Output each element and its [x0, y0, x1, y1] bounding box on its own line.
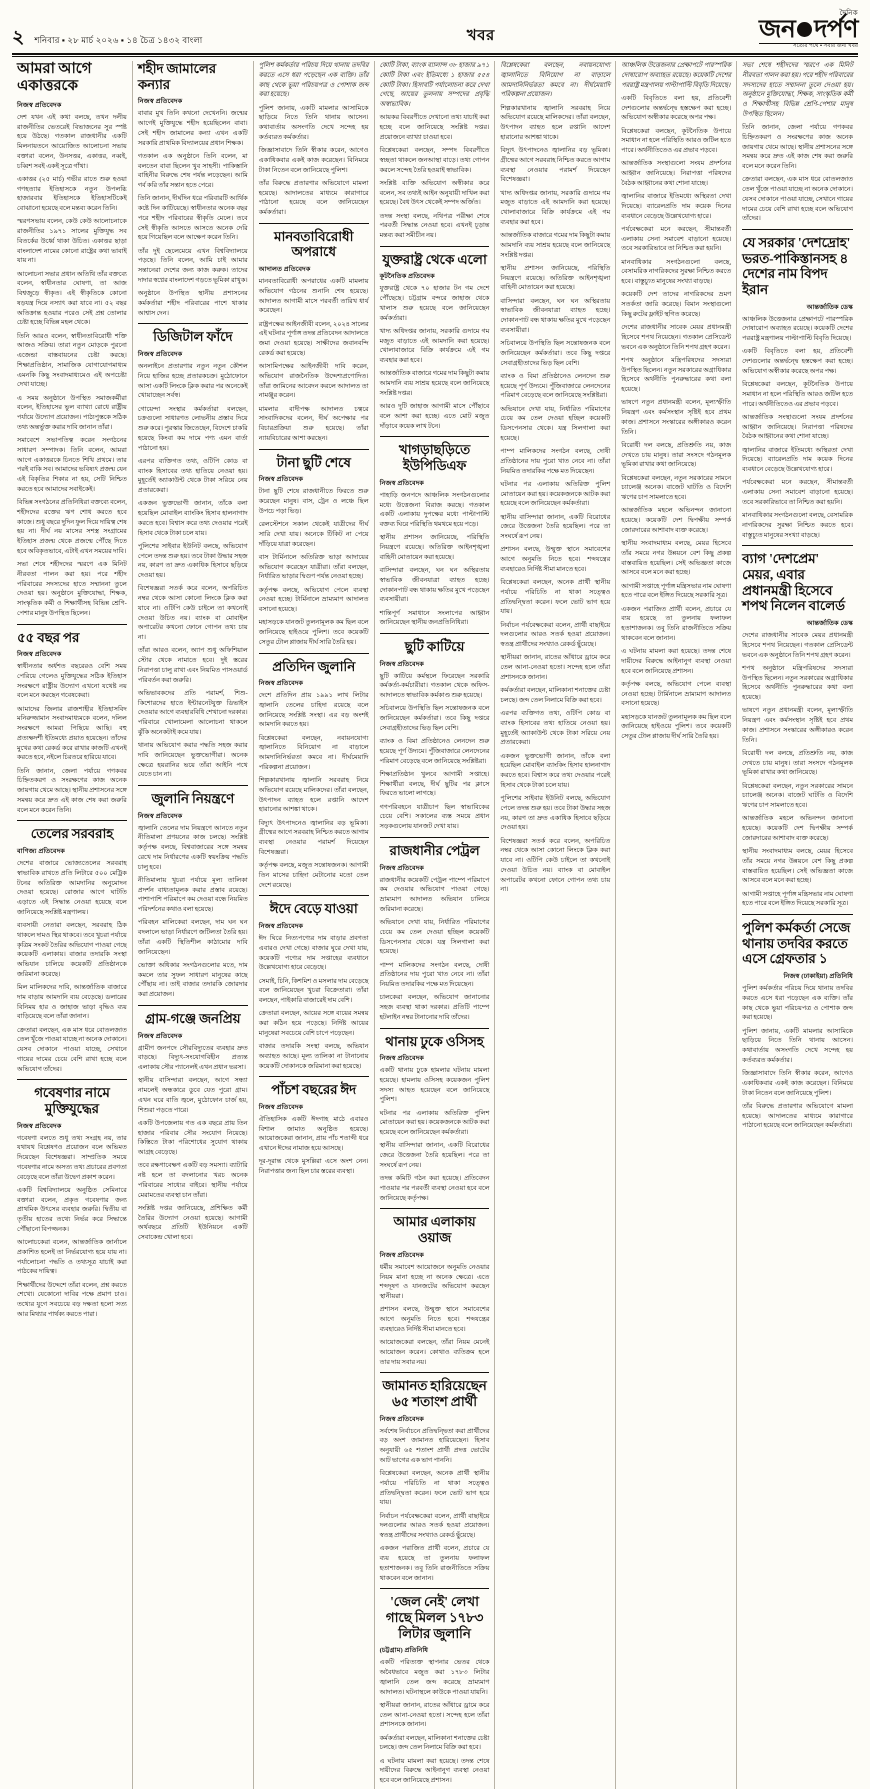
divider — [380, 1372, 490, 1373]
headline: পাঁচশ বছরের ঈদ — [271, 1082, 357, 1098]
masthead-rule — [12, 56, 858, 57]
article-55-bochor-por — [17, 630, 127, 816]
divider — [259, 1076, 369, 1077]
column-4 — [375, 61, 496, 1789]
headline: 'জেল নেই' লেখা গাছে মিলল ১৭৮৩ লিটার জুলানি — [385, 1594, 484, 1641]
paragraph: বিরোধী দল বলছে, প্রতিশ্রুতি নয়, কাজ দেখতে চায় মানুষ। তারা সংসদে গঠনমূলক ভূমিকা রাখার কথা জানিয়েছে। — [621, 441, 732, 469]
byline: নিজস্ব প্রতিবেদক — [258, 923, 304, 931]
continuation-paragraph: সভা শেষে শহীদদের স্মরণে এক মিনিট নীরবতা পালন করা হয়। পরে শহীদ পরিবারের সদস্যদের হাতে সম্মাননা তুলে দেওয়া হয়। অনুষ্ঠানে মুক্তিযোদ্ধা, শিক্ষক, সাংস্কৃতিক কর্মী ও শিক্ষার্থীসহ বিভিন্ন শ্রেণি-পেশার মানুষ উপস্থিত ছিলেন। — [742, 62, 853, 118]
article-eide-bere-jaowa — [259, 901, 369, 1071]
paragraph: আঞ্চলিক উত্তেজনার প্রেক্ষাপটে পারস্পরিক দোষারোপ অব্যাহত রয়েছে। কয়েকটি দেশের পররাষ্ট্র মন্ত্রণালয় পাল্টাপাল্টি বিবৃতি দিয়েছে। — [742, 315, 853, 343]
paragraph: একজন পরাজিত প্রার্থী বলেন, প্রচারে যে ব্যয় হয়েছে তা তুলনায় ফলাফল হতাশাজনক। তবু তিনি রাজনীতিতে সক্রিয় থাকবেন বলে জানান। — [379, 1545, 490, 1582]
logo-right-text: দর্পণ — [814, 16, 858, 43]
byline: (চট্টগ্রাম) প্রতিনিধি — [379, 1647, 429, 1655]
paragraph: আন্তর্জাতিক বাজারে গমের দাম কিছুটা কমায় আমদানি ব্যয় সাশ্রয় হয়েছে বলে জানিয়েছে সংশ্লিষ্ট দপ্তর। — [379, 370, 490, 397]
paragraph: স্থানীয় সংবাদমাধ্যম বলছে, মেয়র হিসেবে তাঁর সময়ে নগর উন্নয়নে বেশ কিছু প্রকল্প বাস্তবায়িত হয়েছিল। সেই অভিজ্ঞতা কাজে আসবে বলে মনে করা হচ্ছে। — [742, 848, 853, 885]
paragraph: কর্তৃপক্ষ বলছে, অভিযোগ পেলে ব্যবস্থা নেওয়া হচ্ছে। টার্মিনালে ভ্রাম্যমাণ আদালত বসানো হয়েছে। — [621, 680, 732, 708]
paragraph: স্থানীয় প্রশাসন জানিয়েছে, পরিস্থিতি নিয়ন্ত্রণে রয়েছে। অতিরিক্ত আইনশৃঙ্খলা বাহিনী মোতায়েন করা হয়েছে। — [379, 534, 490, 561]
paragraph: ঘটনার পর এলাকায় অতিরিক্ত পুলিশ মোতায়েন করা হয়। কয়েকজনকে আটক করা হয়েছে বলে জানিয়েছেন কর্মকর্তারা। — [500, 480, 611, 508]
byline: নিজস্ব প্রতিবেদক — [258, 680, 304, 688]
paragraph: স্থানীয় বাসিন্দারা জানান, একটি বিরোধের জেরে উত্তেজনা তৈরি হয়েছিল। পরে তা সংঘর্ষে রূপ নেয়। — [379, 1142, 490, 1169]
paragraph: স্থানীয় বাসিন্দারা বলছেন, আগে সন্ধ্যা নামলেই অন্ধকারে ডুবে যেত পুরো গ্রাম। এখন ঘরে বাতি জ্বলে, মুঠোফোন চার্জ হয়, শিশুরা পড়তে পারে। — [137, 1077, 248, 1114]
paragraph: স্থানীয়রা জানান, রাতের আঁধারে ড্রামে করে তেল আনা-নেওয়া হতো। সন্দেহ হলে তাঁরা প্রশাসনকে জানান। — [379, 1701, 490, 1729]
byline: নিজস্ব প্রতিবেদক — [379, 1055, 424, 1063]
byline: নিজস্ব প্রতিবেদক — [379, 1415, 424, 1423]
paragraph: জিজ্ঞাসাবাদে তিনি স্বীকার করেন, আগেও একাধিকবার একই কাজ করেছেন। বিনিময়ে টাকা নিতেন বলে জানিয়েছে পুলিশ। — [742, 1070, 853, 1097]
paragraph: সমাবেশে সভাপতিত্ব করেন সংগঠনের সাধারণ সম্পাদক। তিনি বলেন, আমরা আগে একাত্তরকে চিনতে শিখি প্রথমে। তার পরই বাকি সব। আমাদের ভবিষ্যৎ প্রজন্ম যেন এই বিকৃতির শিকার না হয়, সেটি নিশ্চিত করতে হবে আমাদের সবাইকেই। — [17, 437, 127, 493]
paragraph: শপথ অনুষ্ঠানে মন্ত্রিপরিষদের সদস্যরা উপস্থিত ছিলেন। নতুন সরকারের অগ্রাধিকার হিসেবে অর্থনীতি পুনরুদ্ধারের কথা বলা হয়েছে। — [621, 356, 732, 394]
byline: নিজস্ব প্রতিবেদক — [17, 651, 62, 659]
paragraph: এ সময় অনুষ্ঠানে উপস্থিত সমাজকর্মীরা বলেন, ইতিহাসের ভুল ব্যাখ্যা রোধে রাষ্ট্রীয় পর্যায়ে উদ্যোগ প্রয়োজন। পাঠ্যপুস্তকে সঠিক তথ্য অন্তর্ভুক্ত করার দাবি জানান তাঁরা। — [17, 394, 127, 431]
paragraph: গণপরিবহনে যাত্রীচাপ ছিল স্বাভাবিকের চেয়ে বেশি। সকালের ব্যস্ত সময়ে প্রধান সড়কগুলোয় যানজট দেখা যায়। — [379, 803, 490, 831]
paragraph: স্থানীয় বাসিন্দারা জানান, একটি বিরোধের জেরে উত্তেজনা তৈরি হয়েছিল। পরে তা সংঘর্ষে রূপ নেয়। — [500, 513, 611, 541]
paragraph: নির্বাচন পর্যবেক্ষকেরা বলেন, প্রার্থী বাছাইয়ে দলগুলোর আরও সতর্ক হওয়া প্রয়োজন। স্বতন্ত্র প্রার্থীদের সংখ্যাও রেকর্ড ছুঁয়েছে। — [379, 1512, 490, 1540]
paragraph: পরিবহন মালিকেরা বলছেন, দাম ঘন ঘন বদলালে ভাড়া নির্ধারণে জটিলতা তৈরি হয়। তাঁরা একটি স্থিতিশীল কাঠামোর দাবি জানিয়েছেন। — [137, 919, 248, 956]
paragraph: রাষ্ট্রপক্ষের আইনজীবী বলেন, ২০২৪ সালের এই ঘটনার পূর্ণাঙ্গ তদন্ত প্রতিবেদন আদালতে জমা দেওয়া হয়েছে। সাক্ষীদের জবানবন্দি রেকর্ড করা হয়েছে। — [258, 320, 369, 357]
article-police-kormokorta-seje — [742, 920, 853, 1131]
paragraph: অনলাইনে প্রতারণার নতুন নতুন কৌশল নিয়ে হাজির হচ্ছে প্রতারকচক্র। মুঠোফোনে আসা একটি লিংকে ক্লিক করার পর অনেকেই খোয়াচ্ছেন সর্বস্ব। — [137, 363, 248, 400]
paragraph: এ ঘটনায় মামলা করা হয়েছে। তদন্ত শেষে দায়ীদের বিরুদ্ধে আইনানুগ ব্যবস্থা নেওয়া হবে বলে জানিয়েছে প্রশাসন। — [621, 648, 732, 675]
paragraph: ভাষণে নতুন প্রধানমন্ত্রী বলেন, মূল্যস্ফীতি নিয়ন্ত্রণ এবং কর্মসংস্থান সৃষ্টিই হবে প্রথম কাজ। প্রশাসনে সংস্কারের অঙ্গীকারও করেন তিনি। — [621, 399, 732, 436]
paragraph: দেশের বাজারে ভোজ্যতেলের সরবরাহ স্বাভাবিক রাখতে প্রতি লিটারে ৫০০ মেট্রিক টনের অতিরিক্ত আমদানির অনুমোদন দেওয়া হয়েছে। রোজার আগে ঘাটতি এড়াতে এই সিদ্ধান্ত নেওয়া হয়েছে বলে জানিয়েছে সংশ্লিষ্ট মন্ত্রণালয়। — [17, 860, 127, 916]
paragraph: শিল্পকারখানায় জ্বালানি সরবরাহ নিয়ে অভিযোগ রয়েছে মালিকদের। তাঁরা বলছেন, উৎপাদন ব্যাহত হলে রপ্তানি আদেশ হারানোর আশঙ্কা থাকে। — [500, 104, 611, 141]
paragraph: তাঁর দুই ছেলেমেয়ে এখন বিশ্ববিদ্যালয়ে পড়ছে। তিনি বলেন, আমি চাই আমার সন্তানেরা দেশের জন্য কাজ করুক। তাদের দাদার স্বপ্নের বাংলাদেশ গড়তে ভূমিকা রাখুক। — [137, 247, 248, 284]
paragraph: জ্বালানি তেলের দাম নিয়ন্ত্রণে আনতে নতুন নীতিমালা প্রণয়নের কাজ চলছে। সংশ্লিষ্ট কর্তৃপক্ষ বলছে, বিশ্ববাজারের সঙ্গে সমন্বয় রেখে দাম নির্ধারণের একটি স্বয়ংক্রিয় পদ্ধতি চালু হবে। — [137, 824, 248, 871]
paragraph: এরপর ব্যক্তিগত তথ্য, ওটিপি কোড বা ব্যাংক হিসাবের তথ্য হাতিয়ে নেওয়া হয়। মুহূর্তেই অ্যাকাউন্ট থেকে টাকা সরিয়ে নেয় প্রতারকেরা। — [137, 457, 248, 495]
byline: নিজস্ব প্রতিবেদক — [17, 101, 62, 109]
paragraph: ঐতিহাসিক একটি ঈদগাহ মাঠে এবারও বিশাল জামাত অনুষ্ঠিত হয়েছে। আয়োজকেরা জানান, প্রায় পাঁচ শতাব্দী ধরে এখানে ঈদের নামাজ হয়ে আসছে। — [258, 1115, 369, 1153]
paragraph: শিল্পকারখানায় জ্বালানি সরবরাহ নিয়ে অভিযোগ রয়েছে মালিকদের। তাঁরা বলছেন, উৎপাদন ব্যাহত হলে রপ্তানি আদেশ হারানোর আশঙ্কা থাকে। — [258, 777, 369, 814]
paragraph: একটি বিবৃতিতে বলা হয়, প্রতিবেশী দেশগুলোর অন্তর্দ্বন্দ্বে হস্তক্ষেপ করা হচ্ছে। অভিযোগ অস্বীকার করেছে অপর পক্ষ। — [621, 94, 732, 122]
paragraph: নির্বাচন পর্যবেক্ষকেরা বলেন, প্রার্থী বাছাইয়ে দলগুলোর আরও সতর্ক হওয়া প্রয়োজন। স্বতন্ত্র প্রার্থীদের সংখ্যাও রেকর্ড ছুঁয়েছে। — [500, 621, 611, 649]
headline: থানায় ঢুকে ওসিসহ — [385, 1033, 484, 1049]
paragraph: দেশ যখন এই কথা বলছে, তখন দলীয় রাজনীতির ভেতরেই বিভাজনের সুর স্পষ্ট হয়ে উঠছে। গতকাল রাজধানীর একটি মিলনায়তনে আয়োজিত আলোচনা সভায় বক্তারা বলেন, উনসত্তর, একাত্তর, নব্বই, চব্বিশ সবই একই সূত্রে গাঁথা। — [17, 113, 127, 170]
divider — [17, 820, 127, 821]
paragraph: অভিযানে দেখা যায়, নির্ধারিত পরিমাণের চেয়ে কম তেল দেওয়া হচ্ছিল কয়েকটি ডিসপেনসার থেকে। যন্ত্র সিলগালা করা হয়েছে। — [500, 405, 611, 442]
divider — [138, 785, 248, 786]
article-grid — [12, 61, 858, 1785]
masthead-logo — [759, 10, 858, 50]
paragraph: শিক্ষাপ্রতিষ্ঠান খুলবে আগামী সপ্তাহে। শিক্ষার্থীরা বলছে, দীর্ঘ ছুটির পর ক্লাসে ফিরতে ভালো লাগছে। — [379, 770, 490, 798]
article-juktorastro-theke-elo — [380, 252, 490, 432]
paragraph: রেলস্টেশনে সকাল থেকেই যাত্রীদের দীর্ঘ সারি দেখা যায়। অনেকে টিকিট না পেয়ে দাঁড়িয়ে যাত্রা করেছেন। — [258, 521, 369, 548]
byline: নিজস্ব প্রতিবেদক — [137, 1032, 183, 1040]
paragraph: খাদ্য অধিদপ্তর জানায়, সরকারি গুদামে গম মজুত বাড়াতে এই আমদানি করা হয়েছে। খোলাবাজারে বিক্রি কার্যক্রমে এই গম ব্যবহার করা হবে। — [500, 189, 611, 226]
paragraph: কর্তৃপক্ষ বলছে, মজুত সন্তোষজনক। আগামী তিন মাসের চাহিদা মেটানোর মতো তেল দেশে রয়েছে। — [258, 862, 369, 889]
paragraph: বাসিন্দারা বলছেন, ঘন ঘন অস্থিরতায় স্বাভাবিক জীবনযাত্রা ব্যাহত হচ্ছে। দোকানপাট বন্ধ থাকায় ক্ষতির মুখে পড়েছেন ব্যবসায়ীরা। — [379, 567, 490, 604]
masthead — [12, 10, 858, 55]
paragraph: দেশের রাজধানীর সাবেক মেয়র প্রধানমন্ত্রী হিসেবে শপথ নিয়েছেন। গতকাল প্রেসিডেন্ট ভবনে এক অনুষ্ঠানে তিনি শপথ গ্রহণ করেন। — [742, 632, 853, 659]
byline: নিজস্ব প্রতিবেদক — [258, 476, 304, 484]
byline: নিজস্ব প্রতিবেদক — [379, 864, 424, 872]
paragraph: বিশ্লেষকেরা বলছেন, কূটনৈতিক উপায়ে সমাধান না হলে পরিস্থিতি আরও জটিল হতে পারে। অর্থনীতিতেও এর প্রভাব পড়বে। — [742, 381, 853, 408]
paragraph: একটি বিবৃতিতে বলা হয়, প্রতিবেশী দেশগুলোর অন্তর্দ্বন্দ্বে হস্তক্ষেপ করা হচ্ছে। অভিযোগ অস্বীকার করেছে অপর পক্ষ। — [742, 348, 853, 375]
headline: ছুটি কাটিয়ে — [404, 639, 465, 655]
logo-tagline: সত্যের পথে ▪ সবার জন্য খবর — [759, 43, 858, 50]
paragraph: একটি উপজেলায় গত এক বছরে প্রায় তিন হাজার পরিবার সৌর সংযোগ নিয়েছে। কিস্তিতে টাকা পরিশোধের সুযোগ থাকায় আগ্রহ বেড়েছে। — [137, 1119, 248, 1157]
column-2 — [133, 61, 254, 1789]
article-manobotabirodhi-oporadhe — [259, 229, 369, 444]
paragraph: শিক্ষার্থীদের উদ্দেশে তাঁরা বলেন, প্রশ্ন করতে শেখো। যেকোনো দাবির পক্ষে প্রমাণ চাও। তথ্যের যুগে সবচেয়ে বড় দক্ষতা হলো সত্য আর মিথ্যার পার্থক্য করতে পারা। — [17, 1281, 127, 1318]
paragraph: যুক্তরাষ্ট্র থেকে ৭০ হাজার টন গম দেশে পৌঁছেছে। চট্টগ্রাম বন্দরে জাহাজ থেকে খালাস শুরু হয়েছে বলে জানিয়েছেন কর্মকর্তারা। — [379, 285, 490, 322]
paragraph: পুলিশ জানায়, একটি মামলার আসামিকে ছাড়িয়ে নিতে তিনি থানায় আসেন। কথাবার্তায় অসংগতি দেখে সন্দেহ হয় কর্তব্যরত কর্মকর্তার। — [258, 104, 369, 141]
paragraph: আগামী সপ্তাহে পূর্ণাঙ্গ মন্ত্রিসভার নাম ঘোষণা হতে পারে বলে ইঙ্গিত দিয়েছে সরকারি সূত্র। — [742, 890, 853, 908]
paragraph: বিদ্যুৎ উৎপাদনেও জ্বালানির বড় ভূমিকা। গ্রীষ্মের আগে সরবরাহ নিশ্চিত করতে আগাম ব্যবস্থা নেওয়ার পরামর্শ দিয়েছেন বিশেষজ্ঞরা। — [500, 147, 611, 184]
paragraph: আমাদের জিলার রাজশাহীর ইতিহাসবিদ মনিরুজ্জামান সংবাদমাধ্যমকে বলেন, দলিল সংরক্ষণে আমরা পিছিয়ে আছি। বহু প্রত্যক্ষদর্শী ইতিমধ্যে প্রয়াত হয়েছেন। তাঁদের মুখের কথা রেকর্ড করে রাখার কাজটি এখনই করতে হবে, নইলে চিরতরে হারিয়ে যাবে। — [17, 705, 127, 762]
headline: ডিজিটাল ফাঁদে — [153, 329, 233, 345]
paragraph: আন্তর্জাতিক মহলে অভিনন্দন জানানো হয়েছে। কয়েকটি দেশ দ্বিপক্ষীয় সম্পর্ক জোরদারের আশাবাদ ব্যক্ত করেছে। — [621, 507, 732, 534]
byline: আদালত প্রতিবেদক — [258, 266, 311, 274]
paragraph: থানায় অভিযোগ করার পদ্ধতি সহজ করার দাবি জানিয়েছেন ভুক্তভোগীরা। অনেক ক্ষেত্রে হয়রানির ভয়ে তাঁরা আইনি পথে যেতে চান না। — [137, 742, 248, 779]
divider — [380, 436, 490, 437]
paragraph: আলোচকেরা বলেন, আন্তর্জাতিক জার্নালে প্রকাশিত হলেই তা নির্ভরযোগ্য হয়ে যায় না। পর্যালোচনা পদ্ধতি ও তথ্যসূত্র যাচাই করা পাঠকের দায়িত্ব। — [17, 1239, 127, 1276]
paragraph: চালকেরা বলছেন, অভিযোগ জানানোর সহজ ব্যবস্থা থাকা দরকার। প্রতিটি পাম্পে হটলাইন নম্বর টানানোর দাবি তাঁদের। — [379, 994, 490, 1021]
article-chuti-katiye — [380, 639, 490, 832]
headline: প্রতিদিন জুলানি — [272, 658, 356, 674]
paragraph: বিশেষজ্ঞরা সতর্ক করে বলেন, অপরিচিত নম্বর থেকে আসা কোনো লিংকে ক্লিক করা যাবে না। ওটিপি কেউ চাইলে তা কখনোই দেওয়া উচিত নয়। ব্যাংক বা মোবাইল অপারেটর কখনো ফোনে গোপন তথ্য চায় না। — [137, 585, 248, 642]
paragraph: তিনি জানান, জেলা পর্যায়ে গণকবর চিহ্নিতকরণ ও সংরক্ষণের কাজ অনেক জায়গায় থেমে আছে। স্থানীয় প্রশাসনের সঙ্গে সমন্বয় করে দ্রুত এই কাজ শেষ করা জরুরি বলে মনে করেন তিনি। — [17, 767, 127, 814]
paragraph: শান্তিপূর্ণ সমাধানে সংলাপের আহ্বান জানিয়েছেন স্থানীয় জনপ্রতিনিধিরা। — [379, 609, 490, 627]
divider — [17, 1079, 127, 1080]
headline: যুক্তরাষ্ট্র থেকে এলো — [382, 251, 487, 267]
paragraph: ব্যাংক ও বিমা প্রতিষ্ঠানেও লেনদেন শুরু হয়েছে পূর্ণ উদ্যমে। পুঁজিবাজারে লেনদেনের পরিমাণ বেড়েছে বলে জানিয়েছে সংশ্লিষ্টরা। — [379, 738, 490, 765]
article-byag-deshoprem-mayor — [742, 551, 853, 909]
section-title: খবর — [466, 27, 495, 44]
byline: নিজস্ব প্রতিবেদক — [137, 351, 183, 359]
headline: তেলের সরবরাহ — [30, 826, 114, 842]
divider — [259, 895, 369, 896]
article-thanay-dhuke-osisoho — [380, 1034, 490, 1204]
paragraph: কর্মকর্তারা বলছেন, মালিকানা শনাক্তের চেষ্টা চলছে। জব্দ তেল নিলামে বিক্রি করা হবে। — [500, 687, 611, 704]
paragraph: ব্যবসায়ী নেতারা বলছেন, সরবরাহ ঠিক থাকলে দামও স্থির থাকবে। তবে খুচরা পর্যায়ে কৃত্রিম সংকট তৈরির অভিযোগ পাওয়া গেছে কয়েকটি এলাকায়। বাজার তদারকি সংস্থা অভিযান চালিয়ে কয়েকটি প্রতিষ্ঠানকে জরিমানা করেছে। — [17, 922, 127, 978]
divider — [259, 223, 369, 224]
paragraph: তিনি জানান, জেলা পর্যায়ে গণকবর চিহ্নিতকরণ ও সংরক্ষণের কাজ অনেক জায়গায় থেমে আছে। স্থানীয় প্রশাসনের সঙ্গে সমন্বয় করে দ্রুত এই কাজ শেষ করা জরুরি বলে মনে করেন তিনি। — [742, 124, 853, 171]
masthead-left — [12, 28, 202, 50]
paragraph: বাজার তদারকি সংস্থা বলছে, অভিযান অব্যাহত আছে। মূল্য তালিকা না টানানোয় কয়েকটি দোকানকে জরিমানা করা হয়েছে। — [258, 1043, 369, 1070]
paragraph: তবে রক্ষণাবেক্ষণ একটি বড় সমস্যা। ব্যাটারি নষ্ট হলে তা বদলানোর খরচ অনেক পরিবারের সাধ্যের বাইরে। স্থানীয় পর্যায়ে মেরামতের ব্যবস্থা চান তাঁরা। — [137, 1162, 248, 1199]
continuation-paragraph: বিশ্লেষকেরা বলছেন, নবায়নযোগ্য জ্বালানিতে বিনিয়োগ না বাড়ালে আমদানিনির্ভরতা কমবে না। দীর্ঘমেয়াদি পরিকল্পনা প্রয়োজন। — [500, 62, 611, 99]
headline: আমরা আগে একাত্তরকে — [17, 61, 92, 95]
paragraph: একজন ভুক্তভোগী জানান, তাঁকে বলা হয়েছিল মোবাইল ব্যাংকিং হিসাব হালনাগাদ করতে হবে। বিশ্বাস করে তথ্য দেওয়ার পরেই হিসাব থেকে টাকা চলে যায়। — [500, 752, 611, 789]
headline: মানবতাবিরোধী অপরাধে — [274, 228, 354, 260]
paragraph: ঈদ ঘিরে নিত্যপণ্যের দাম বাড়ার প্রবণতা এবারও দেখা গেছে। বাজার ঘুরে দেখা যায়, কয়েকটি পণ্যের দাম সপ্তাহের ব্যবধানে উল্লেখযোগ্য হারে বেড়েছে। — [258, 935, 369, 972]
headline: ঈদে বেড়ে যাওয়া — [269, 901, 358, 917]
column-1 — [12, 61, 133, 1789]
paragraph: প্রশাসন বলছে, উন্মুক্ত স্থানে সমাবেশের আগে অনুমতি নিতে হবে। শব্দযন্ত্রের ব্যবহারেও নির্দিষ্ট সীমা মানতে হবে। — [379, 1306, 490, 1333]
paragraph: মিল মালিকদের দাবি, আন্তর্জাতিক বাজারে দাম বাড়ায় আমদানি ব্যয় বেড়েছে। ডলারের বিনিময় হার ও জাহাজ ভাড়া বৃদ্ধিও ব্যয় বাড়িয়েছে বলে তাঁরা জানান। — [17, 984, 127, 1021]
paragraph: অনুষ্ঠানে উপস্থিত স্থানীয় প্রশাসনের কর্মকর্তারা শহীদ পরিবারের পাশে থাকার আশ্বাস দেন। — [137, 290, 248, 317]
divider — [742, 914, 853, 915]
article-khagrachhorite-upodf — [380, 442, 490, 628]
logo-kicker: দৈনিক — [839, 9, 858, 17]
paragraph: মহাসড়কে যানজট তুলনামূলক কম ছিল বলে জানিয়েছে হাইওয়ে পুলিশ। তবে কয়েকটি সেতুর টোল প্লাজায় দীর্ঘ সারি তৈরি হয়। — [621, 713, 732, 741]
paragraph: বিশ্লেষকেরা বলছেন, নবায়নযোগ্য জ্বালানিতে বিনিয়োগ না বাড়ালে আমদানিনির্ভরতা কমবে না। দীর্ঘমেয়াদি পরিকল্পনা প্রয়োজন। — [258, 734, 369, 771]
paragraph: আরও দুটি জাহাজ আগামী মাসে পৌঁছাবে বলে আশা করা হচ্ছে। এতে মোট মজুত দাঁড়াবে কয়েক লাখ টনে। — [379, 403, 490, 430]
byline: নিজস্ব প্রতিবেদক — [379, 1251, 424, 1259]
paragraph: মানবতাবিরোধী অপরাধের একটি মামলায় অভিযোগ গঠনের শুনানি শেষ হয়েছে। আদালত আগামী মাসে পরবর্তী তারিখ ধার্য করেছেন। — [258, 278, 369, 315]
paragraph: আগামী সপ্তাহে পূর্ণাঙ্গ মন্ত্রিসভার নাম ঘোষণা হতে পারে বলে ইঙ্গিত দিয়েছে সরকারি সূত্র। — [621, 582, 732, 600]
headline: শহীদ জামালের কন্যার — [137, 61, 216, 92]
paragraph: বিশ্লেষকেরা বলছেন, নতুন সরকারের সামনে চ্যালেঞ্জ অনেক। বাজেট ঘাটতি ও বিদেশি ঋণের চাপ সামলাতে হবে। — [621, 474, 732, 502]
article-amar-elakay-oyaj — [380, 1214, 490, 1367]
paragraph: ধর্মীয় সমাবেশ আয়োজনে অনুমতি নেওয়ার নিয়ম মানা হচ্ছে না অনেক ক্ষেত্রে। এতে শব্দদূষণ ও যানজটের অভিযোগ করছেন স্থানীয়রা। — [379, 1263, 490, 1301]
paragraph: প্রশাসন বলছে, উন্মুক্ত স্থানে সমাবেশের আগে অনুমতি নিতে হবে। শব্দযন্ত্রের ব্যবহারেও নির্দিষ্ট সীমা মানতে হবে। — [500, 546, 611, 573]
paragraph: অভিভাবকদের প্রতি পরামর্শ, শিশু-কিশোরদের হাতে ইন্টারনেটযুক্ত ডিভাইস দেওয়ার আগে ব্যবহারবিধি শেখানো দরকার। পরিবারে খোলামেলা আলোচনা থাকলে ঝুঁকি অনেকটাই কমে যায়। — [137, 689, 248, 736]
paragraph: বিদ্যুৎ উৎপাদনেও জ্বালানির বড় ভূমিকা। গ্রীষ্মের আগে সরবরাহ নিশ্চিত করতে আগাম ব্যবস্থা নেওয়ার পরামর্শ দিয়েছেন বিশেষজ্ঞরা। — [258, 819, 369, 856]
byline: নিজস্ব প্রতিবেদক — [137, 98, 183, 106]
paragraph: পর্যবেক্ষকেরা মনে করছেন, সীমান্তবর্তী এলাকায় সেনা সমাবেশ বাড়ানো হয়েছে। তবে সরকারিভাবে তা নিশ্চিত করা হয়নি। — [742, 479, 853, 506]
paragraph: এরপর ব্যক্তিগত তথ্য, ওটিপি কোড বা ব্যাংক হিসাবের তথ্য হাতিয়ে নেওয়া হয়। মুহূর্তেই অ্যাকাউন্ট থেকে টাকা সরিয়ে নেয় প্রতারকেরা। — [500, 710, 611, 747]
paragraph: এ ঘটনায় মামলা করা হয়েছে। তদন্ত শেষে দায়ীদের বিরুদ্ধে আইনানুগ ব্যবস্থা নেওয়া হবে বলে জানিয়েছে প্রশাসন। — [379, 1757, 490, 1785]
byline: নিজস্ব (ঢাকাইয়া) প্রতিনিধি — [783, 973, 853, 981]
paragraph: তদন্ত কমিটি গঠন করা হয়েছে। প্রতিবেদন পাওয়ার পর পরবর্তী ব্যবস্থা নেওয়া হবে বলে জানিয়েছে কর্তৃপক্ষ। — [379, 1175, 490, 1202]
continuation-paragraph: কোটি টাকা, ব্যাংক ব্যালান্স ৩৮ হাজার ৯৭১ কোটি টাকা এবং ইতিমধ্যে ১ হাজার ৫৫৪ কোটি টাকা। হিসাবটি পর্যালোচনা করে দেখা গেছে, আয়ের তুলনায় সম্পদের প্রবৃদ্ধি অস্বাভাবিক। — [379, 62, 490, 109]
paragraph: মহাসড়কে যানজট তুলনামূলক কম ছিল বলে জানিয়েছে হাইওয়ে পুলিশ। তবে কয়েকটি সেতুর টোল প্লাজায় দীর্ঘ সারি তৈরি হয়। — [258, 619, 369, 646]
column-3 — [254, 61, 375, 1789]
headline: জামানত হারিয়েছেন ৬৫ শতাংশ প্রার্থী — [382, 1378, 487, 1409]
column-7 — [737, 61, 858, 1789]
paragraph: তিনি জানান, দীর্ঘদিন ধরে পরিবারটি আর্থিক কষ্টে দিন কাটিয়েছে। স্বাধীনতার অনেক বছর পরে শহীদ পরিবারের স্বীকৃতি মেলে। তবে সেই স্বীকৃতি আসতে আসতে অনেক দেরি হয়ে গিয়েছিল বলে আক্ষেপ করেন তিনি। — [137, 195, 248, 242]
paragraph: পাম্প মালিকদের সংগঠন বলছে, দোষী প্রতিষ্ঠানের দায় পুরো খাত নেবে না। তাঁরা নিয়মিত তদারকির পক্ষে মত দিয়েছেন। — [379, 961, 490, 989]
paragraph: বিশেষজ্ঞরা সতর্ক করে বলেন, অপরিচিত নম্বর থেকে আসা কোনো লিংকে ক্লিক করা যাবে না। ওটিপি কেউ চাইলে তা কখনোই দেওয়া উচিত নয়। ব্যাংক বা মোবাইল অপারেটর কখনো ফোনে গোপন তথ্য চায় না। — [500, 837, 611, 894]
article-amra-age-ekattorke — [17, 61, 127, 619]
paragraph: স্থানীয়রা জানান, রাতের আঁধারে ড্রামে করে তেল আনা-নেওয়া হতো। সন্দেহ হলে তাঁরা প্রশাসনকে জানান। — [500, 654, 611, 681]
divider — [17, 624, 127, 625]
article-tana-chuti-sheshe — [259, 455, 369, 648]
paragraph: তিনি আরও বলেন, স্বাধীনতাবিরোধী শক্তি আজও সক্রিয়। তারা নতুন মোড়কে পুরনো এজেন্ডা বাস্তবায়নের চেষ্টা করছে। শিক্ষাপ্রতিষ্ঠান, সামাজিক যোগাযোগমাধ্যম এমনকি কিছু সংবাদমাধ্যমেও এই অপচেষ্টা দেখা যাচ্ছে। — [17, 332, 127, 389]
paragraph: সচিবালয়ে উপস্থিতি ছিল সন্তোষজনক বলে জানিয়েছেন কর্মকর্তারা। তবে কিছু দপ্তরে সেবাগ্রহীতাদের ভিড় ছিল বেশি। — [500, 340, 611, 367]
paragraph: একটি বিশ্ববিদ্যালয়ে অনুষ্ঠিত সেমিনারে বক্তারা বলেন, প্রকৃত গবেষণার জন্য প্রাথমিক উৎসের ব্যবহার জরুরি। দ্বিতীয় বা তৃতীয় হাতের তথ্যে নির্ভর করে সিদ্ধান্তে পৌঁছানো বিপজ্জনক। — [17, 1186, 127, 1233]
page-number: ২ — [12, 26, 25, 48]
paragraph: পুলিশ কর্মকর্তার পরিচয় দিয়ে থানায় তদবির করতে এসে ধরা পড়েছেন এক ব্যক্তি। তাঁর কাছ থেকে ভুয়া পরিচয়পত্র ও পোশাক জব্দ করা হয়েছে। — [742, 985, 853, 1022]
paragraph: আয়োজকেরা বলছেন, তাঁরা নিয়ম মেনেই আয়োজন করেন। কোথাও ব্যতিক্রম হলে তার দায় সবার নয়। — [379, 1339, 490, 1366]
paragraph: শপথ অনুষ্ঠানে মন্ত্রিপরিষদের সদস্যরা উপস্থিত ছিলেন। নতুন সরকারের অগ্রাধিকার হিসেবে অর্থনীতি পুনরুদ্ধারের কথা বলা হয়েছে। — [742, 664, 853, 702]
paragraph: স্থানীয় প্রশাসন জানিয়েছে, পরিস্থিতি নিয়ন্ত্রণে রয়েছে। অতিরিক্ত আইনশৃঙ্খলা বাহিনী মোতায়েন করা হয়েছে। — [500, 264, 611, 292]
divider — [742, 545, 853, 546]
paragraph: একজন ভুক্তভোগী জানান, তাঁকে বলা হয়েছিল মোবাইল ব্যাংকিং হিসাব হালনাগাদ করতে হবে। বিশ্বাস করে তথ্য দেওয়ার পরেই হিসাব থেকে টাকা চলে যায়। — [137, 500, 248, 537]
paragraph: বিশ্লেষকেরা বলছেন, অনেক প্রার্থী স্থানীয় পর্যায়ে পরিচিতি না থাকা সত্ত্বেও প্রতিদ্বন্দ্বিতা করেন। ফলে ভোট ভাগ হয়ে যায়। — [379, 1470, 490, 1507]
paragraph: তাঁরা আরও বলেন, অ্যাপ শুধু অফিশিয়াল স্টোর থেকে নামাতে হবে। দুই স্তরের নিরাপত্তা চালু রাখা এবং নিয়মিত পাসওয়ার্ড পরিবর্তন করা জরুরি। — [137, 647, 248, 684]
paragraph: আলোচনা সভার প্রধান অতিথি তাঁর বক্তব্যে বলেন, স্বাধীনতার ঘোষণা, তা আজ বিশ্বজুড়ে স্বীকৃত। এই স্বীকৃতিকে কোনো ষড়যন্ত্র দিয়ে নস্যাৎ করা যাবে না। ৫২ বছর অতিক্রান্ত হওয়ার পরেও সেই প্রশ্ন তোলার চেষ্টা হচ্ছে বিভিন্ন মহল থেকে। — [17, 270, 127, 327]
divider — [138, 323, 248, 324]
paragraph: ক্রেতারা বলছেন, আয়ের সঙ্গে ব্যয়ের সমন্বয় করা কঠিন হয়ে পড়েছে। নির্দিষ্ট আয়ের মানুষেরা সবচেয়ে বেশি চাপে পড়েছেন। — [258, 1010, 369, 1037]
paragraph: পাহাড়ি জনপদে আঞ্চলিক সংগঠনগুলোর মধ্যে উত্তেজনা বিরাজ করছে। গতকাল একটি এলাকায় দুপক্ষের মধ্যে পাল্টাপাল্টি বক্তব্য ঘিরে পরিস্থিতি থমথমে হয়ে পড়ে। — [379, 491, 490, 529]
article-protidin-julani — [259, 659, 369, 891]
paragraph: পুলিশের সাইবার ইউনিট বলছে, অভিযোগ পেলে তদন্ত শুরু হয়। তবে টাকা উদ্ধার সহজ নয়, কারণ তা দ্রুত একাধিক হিসাবে ছড়িয়ে দেওয়া হয়। — [500, 795, 611, 832]
article-pachsho-bochorer-eid — [259, 1082, 369, 1177]
continuation-paragraph: পুলিশ কর্মকর্তার পরিচয় দিয়ে থানায় তদবির করতে এসে ধরা পড়েছেন এক ব্যক্তি। তাঁর কাছ থেকে ভুয়া পরিচয়পত্র ও পোশাক জব্দ করা হয়েছে। — [258, 62, 369, 99]
paragraph: ক্রেতারা বলছেন, এক মাস ধরে বোতলজাত তেল খুঁজে পাওয়া যাচ্ছে না অনেক দোকানে। যেসব দোকানে পাওয়া যাচ্ছে, সেখানে গায়ের দামের চেয়ে বেশি রাখা হচ্ছে বলে অভিযোগ তাঁদের। — [17, 1026, 127, 1073]
divider — [380, 837, 490, 838]
paragraph: জ্বালানির বাজারে ইতিমধ্যে অস্থিরতা দেখা দিয়েছে। ব্যারেলপ্রতি দাম কয়েক দিনের ব্যবধানে বেড়েছে উল্লেখযোগ্য হারে। — [742, 446, 853, 474]
paragraph: সর্বশেষ নির্বাচনে প্রতিদ্বন্দ্বিতা করা প্রার্থীদের বড় অংশ জামানত হারিয়েছেন। হিসাব অনুযায়ী ৬৫ শতাংশ প্রার্থী প্রদত্ত ভোটের আট ভাগের এক ভাগ পাননি। — [379, 1427, 490, 1464]
paragraph: গ্রামীণ জনপদে সৌরবিদ্যুতের ব্যবহার দ্রুত বাড়ছে। বিদ্যুৎ-সংযোগবিহীন প্রত্যন্ত এলাকায় সৌর প্যানেলই এখন প্রধান ভরসা। — [137, 1044, 248, 1072]
byline: নিজস্ব প্রতিবেদক — [258, 1103, 304, 1111]
paragraph: বিরোধী দল বলছে, প্রতিশ্রুতি নয়, কাজ দেখতে চায় মানুষ। তারা সংসদে গঠনমূলক ভূমিকা রাখার কথা জানিয়েছে। — [742, 749, 853, 777]
continuation-paragraph: আঞ্চলিক উত্তেজনার প্রেক্ষাপটে পারস্পরিক দোষারোপ অব্যাহত রয়েছে। কয়েকটি দেশের পররাষ্ট্র মন্ত্রণালয় পাল্টাপাল্টি বিবৃতি দিয়েছে। — [621, 62, 732, 89]
byline: আন্তর্জাতিক ডেস্ক — [806, 303, 853, 311]
article-jel-nei-lekha-gachhe — [380, 1594, 490, 1785]
divider — [380, 633, 490, 634]
headline: টানা ছুটি শেষে — [276, 454, 351, 470]
paragraph: সংশ্লিষ্ট দপ্তর জানিয়েছে, প্রশিক্ষিত কর্মী তৈরির উদ্যোগ নেওয়া হয়েছে। আগামী অর্থবছরে প্রতিটি ইউনিয়নে একটি সেবাকেন্দ্র খোলা হবে। — [137, 1204, 248, 1242]
divider — [259, 449, 369, 450]
paragraph: ভোক্তা অধিকার সংগঠনগুলোর মতে, দাম কমলে তার সুফল সাধারণ মানুষের কাছে পৌঁছায় না। তাই বাজার তদারকি জোরদার করা প্রয়োজন। — [137, 961, 248, 999]
article-rajdhanir-petrol — [380, 843, 490, 1023]
paragraph: পর্যবেক্ষকেরা মনে করছেন, সীমান্তবর্তী এলাকায় সেনা সমাবেশ বাড়ানো হয়েছে। তবে সরকারিভাবে তা নিশ্চিত করা হয়নি। — [621, 225, 732, 253]
paragraph: আসামিপক্ষের আইনজীবী দাবি করেন, অভিযোগ রাজনৈতিক উদ্দেশ্যপ্রণোদিত। তাঁরা জামিনের আবেদন করলে আদালত তা নামঞ্জুর করেন। — [258, 363, 369, 400]
paragraph: বাসিন্দারা বলছেন, ঘন ঘন অস্থিরতায় স্বাভাবিক জীবনযাত্রা ব্যাহত হচ্ছে। দোকানপাট বন্ধ থাকায় ক্ষতির মুখে পড়েছেন ব্যবসায়ীরা। — [500, 297, 611, 334]
paragraph: পুলিশের সাইবার ইউনিট বলছে, অভিযোগ পেলে তদন্ত শুরু হয়। তবে টাকা উদ্ধার সহজ নয়, কারণ তা দ্রুত একাধিক হিসাবে ছড়িয়ে দেওয়া হয়। — [137, 542, 248, 580]
paragraph: মানবাধিকার সংগঠনগুলো বলছে, বেসামরিক নাগরিকদের সুরক্ষা নিশ্চিত করতে হবে। বাস্তুচ্যুত মানুষের সংখ্যা বাড়ছে। — [742, 512, 853, 539]
paragraph: পাম্প মালিকদের সংগঠন বলছে, দোষী প্রতিষ্ঠানের দায় পুরো খাত নেবে না। তাঁরা নিয়মিত তদারকির পক্ষে মত দিয়েছেন। — [500, 448, 611, 475]
paragraph: কয়েকটি দেশ তাদের নাগরিকদের ভ্রমণ সতর্কতা জারি করেছে। বিমান সংস্থাগুলো কিছু রুটের ফ্লাইট স্থগিত করেছে। — [621, 291, 732, 318]
article-gobeshonar-name — [17, 1085, 127, 1319]
paragraph: স্বাধীনতার অর্ধশত বছরেরও বেশি সময় পেরিয়ে গেলেও মুক্তিযুদ্ধের সঠিক ইতিহাস সংরক্ষণে রাষ্ট্রীয় উদ্যোগ এখনো যথেষ্ট নয় বলে মনে করছেন গবেষকেরা। — [17, 663, 127, 700]
globe-icon — [797, 22, 812, 37]
article-jamanat-hariyechhen — [380, 1378, 490, 1583]
paragraph: গতকাল এক অনুষ্ঠানে তিনি বলেন, মা বলতেন বাবা ছিলেন খুব সাহসী। পাকিস্তানি বাহিনীর বিরুদ্ধে শেষ পর্যন্ত লড়েছেন। আমি গর্ব করি তাঁর সন্তান হতে পেরে। — [137, 152, 248, 190]
paragraph: বিশ্লেষকেরা বলছেন, নতুন সরকারের সামনে চ্যালেঞ্জ অনেক। বাজেট ঘাটতি ও বিদেশি ঋণের চাপ সামলাতে হবে। — [742, 782, 853, 810]
paragraph: তদন্ত সংস্থা বলছে, নথিপত্র পরীক্ষা শেষে পরবর্তী সিদ্ধান্ত নেওয়া হবে। এখনই চূড়ান্ত মন্তব্য করা সমীচীন নয়। — [379, 212, 490, 240]
article-je-sarkar-deshdroho — [742, 235, 853, 540]
logo-wordmark — [759, 18, 858, 42]
paragraph: কর্মকর্তারা বলছেন, মালিকানা শনাক্তের চেষ্টা চলছে। জব্দ তেল নিলামে বিক্রি করা হবে। — [379, 1734, 490, 1752]
byline: নিজস্ব প্রতিবেদক — [379, 479, 424, 487]
paragraph: স্থানীয় সংবাদমাধ্যম বলছে, মেয়র হিসেবে তাঁর সময়ে নগর উন্নয়নে বেশ কিছু প্রকল্প বাস্তবায়িত হয়েছিল। সেই অভিজ্ঞতা কাজে আসবে বলে মনে করা হচ্ছে। — [621, 540, 732, 577]
paragraph: ব্যাংক ও বিমা প্রতিষ্ঠানেও লেনদেন শুরু হয়েছে পূর্ণ উদ্যমে। পুঁজিবাজারে লেনদেনের পরিমাণ বেড়েছে বলে জানিয়েছে সংশ্লিষ্টরা। — [500, 372, 611, 400]
paragraph: বাবার মুখ তিনি কখনো দেখেননি। জন্মের আগেই মুক্তিযুদ্ধে শহীদ হয়েছিলেন বাবা। সেই শহীদ জামালের কন্যা এখন একটি সরকারি প্রাথমিক বিদ্যালয়ের প্রধান শিক্ষক। — [137, 110, 248, 147]
byline: নিজস্ব প্রতিবেদক — [17, 1122, 62, 1130]
divider — [138, 1005, 248, 1006]
headline: আমার এলাকায় ওয়াজ — [393, 1214, 476, 1246]
headline: যে সরকার 'দেশদ্রোহ' ভরত-পাকিস্তানসহ ৪ দেশের নাম বিপদ ইরান — [742, 235, 851, 298]
paragraph: বিশ্লেষকেরা বলছেন, অনেক প্রার্থী স্থানীয় পর্যায়ে পরিচিতি না থাকা সত্ত্বেও প্রতিদ্বন্দ্বিতা করেন। ফলে ভোট ভাগ হয়ে যায়। — [500, 579, 611, 616]
paragraph: মামলার বাদীপক্ষ আদালত চত্বরে সাংবাদিকদের বলেন, দীর্ঘ অপেক্ষার পর বিচারপ্রক্রিয়া শুরু হয়েছে। তাঁরা ন্যায়বিচারের আশা করছেন। — [258, 405, 369, 442]
headline: জুলানি নিয়ন্ত্রণে — [151, 791, 235, 807]
paragraph: বিশ্লেষকেরা বলছেন, কূটনৈতিক উপায়ে সমাধান না হলে পরিস্থিতি আরও জটিল হতে পারে। অর্থনীতিতেও এর প্রভাব পড়বে। — [621, 127, 732, 155]
column-5 — [495, 61, 616, 1789]
paragraph: দূর-দূরান্ত থেকে মুসল্লিরা এসে অংশ নেন। নিরাপত্তার জন্য ছিল চার স্তরের ব্যবস্থা। — [258, 1158, 369, 1176]
paragraph: পুলিশ জানায়, একটি মামলার আসামিকে ছাড়িয়ে নিতে তিনি থানায় আসেন। কথাবার্তায় অসংগতি দেখে সন্দেহ হয় কর্তব্যরত কর্মকর্তার। — [742, 1027, 853, 1064]
paragraph: গোয়েন্দা সংস্থার কর্মকর্তারা বলছেন, চক্রগুলো সাধারণত লোভনীয় প্রস্তাব দিয়ে শুরু করে। পুরস্কার জিতেছেন, বিদেশে চাকরি হয়েছে কিংবা কম দামে পণ্য এমন বার্তা পাঠানো হয়। — [137, 405, 248, 452]
divider — [380, 1028, 490, 1029]
paragraph: জিজ্ঞাসাবাদে তিনি স্বীকার করেন, আগেও একাধিকবার একই কাজ করেছেন। বিনিময়ে টাকা নিতেন বলে জানিয়েছে পুলিশ। — [258, 147, 369, 174]
headline: গবেষণার নামে মুক্তিযুদ্ধের — [34, 1085, 110, 1117]
article-teler-sorboraho — [17, 826, 127, 1074]
paragraph: তাঁর বিরুদ্ধে প্রতারণার অভিযোগে মামলা হয়েছে। আদালতের মাধ্যমে কারাগারে পাঠানো হয়েছে বলে জানিয়েছেন কর্মকর্তারা। — [258, 179, 369, 217]
paragraph: আন্তর্জাতিক সংস্থাগুলো সংযম প্রদর্শনের আহ্বান জানিয়েছে। নিরাপত্তা পরিষদের বৈঠক আহ্বানের কথা শোনা যাচ্ছে। — [621, 160, 732, 187]
headline: ব্যাগ 'দেশপ্রেম' মেয়র, এবার প্রধানমন্ত্রী হিসেবে শপথ নিলেন বালের্ড — [742, 551, 845, 614]
paragraph: টানা ছুটি শেষে রাজধানীতে ফিরতে শুরু করেছেন মানুষ। বাস, ট্রেন ও লঞ্চে ছিল উপচে পড়া ভিড়। — [258, 488, 369, 515]
headline: পুলিশ কর্মকর্তা সেজে থানায় তদবির করতে এসে গ্রেফতার ১ — [742, 920, 851, 967]
paragraph: গবেষণা বলতে শুধু তথ্য সংগ্রহ নয়, তার যথাযথ বিশ্লেষণও প্রয়োজন বলে অভিমত দিয়েছেন বিশেষজ্ঞরা। সাম্প্রতিক সময়ে গবেষণার নামে অসত্য তথ্য প্রচারের প্রবণতা বেড়েছে বলে তাঁরা উদ্বেগ প্রকাশ করেন। — [17, 1134, 127, 1181]
paragraph: খাদ্য অধিদপ্তর জানায়, সরকারি গুদামে গম মজুত বাড়াতে এই আমদানি করা হয়েছে। খোলাবাজারে বিক্রি কার্যক্রমে এই গম ব্যবহার করা হবে। — [379, 327, 490, 365]
paragraph: সেমাই, চিনি, কিশমিশ ও মসলার দাম বেড়েছে বলে জানিয়েছেন খুচরা বিক্রেতারা। তাঁরা বলছেন, পাইকারি বাজারেই দাম বেশি। — [258, 977, 369, 1005]
headline: রাজধানীর পেট্রল — [389, 842, 480, 858]
paragraph: নীতিমালায় খুচরা পর্যায়ে মূল্য তালিকা প্রদর্শন বাধ্যতামূলক করার প্রস্তাব রয়েছে। পাশাপাশি পরিমাপে কম দেওয়া বন্ধে নিয়মিত পরিদর্শনের কথাও বলা হয়েছে। — [137, 876, 248, 914]
paragraph: আন্তর্জাতিক বাজারে গমের দাম কিছুটা কমায় আমদানি ব্যয় সাশ্রয় হয়েছে বলে জানিয়েছে সংশ্লিষ্ট দপ্তর। — [500, 232, 611, 259]
paragraph: সভা শেষে শহীদদের স্মরণে এক মিনিট নীরবতা পালন করা হয়। পরে শহীদ পরিবারের সদস্যদের হাতে সম্মাননা তুলে দেওয়া হয়। অনুষ্ঠানে মুক্তিযোদ্ধা, শিক্ষক, সাংস্কৃতিক কর্মী ও শিক্ষার্থীসহ বিভিন্ন শ্রেণি-পেশার মানুষ উপস্থিত ছিলেন। — [17, 561, 127, 617]
divider — [742, 229, 853, 230]
paragraph: বাস টার্মিনালে অতিরিক্ত ভাড়া আদায়ের অভিযোগ করেছেন যাত্রীরা। তাঁরা বলছেন, নির্ধারিত ভাড়ার দ্বিগুণ পর্যন্ত নেওয়া হচ্ছে। — [258, 553, 369, 581]
paragraph: দেশে প্রতিদিন প্রায় ১৯৯১ লাখ লিটার জ্বালানি তেলের চাহিদা রয়েছে বলে জানিয়েছে সংশ্লিষ্ট সংস্থা। এর বড় অংশই আমদানি করতে হয়। — [258, 692, 369, 729]
article-digital-fande — [138, 329, 248, 780]
paragraph: সচিবালয়ে উপস্থিতি ছিল সন্তোষজনক বলে জানিয়েছেন কর্মকর্তারা। তবে কিছু দপ্তরে সেবাগ্রহীতাদের ভিড় ছিল বেশি। — [379, 705, 490, 732]
divider — [380, 1588, 490, 1589]
paragraph: জ্বালানির বাজারে ইতিমধ্যে অস্থিরতা দেখা দিয়েছে। ব্যারেলপ্রতি দাম কয়েক দিনের ব্যবধানে বেড়েছে উল্লেখযোগ্য হারে। — [621, 193, 732, 220]
article-gram-gonje-jonopriyo — [138, 1011, 248, 1243]
paragraph: একজন পরাজিত প্রার্থী বলেন, প্রচারে যে ব্যয় হয়েছে তা তুলনায় ফলাফল হতাশাজনক। তবু তিনি রাজনীতিতে সক্রিয় থাকবেন বলে জানান। — [621, 605, 732, 642]
column-6 — [616, 61, 737, 1789]
dateline: শনিবার ▪ ২৮ মার্চ ২০২৬ ▪ ১৪ চৈত্র ১৪৩২ বাংলা — [34, 34, 203, 45]
paragraph: ঘটনার পর এলাকায় অতিরিক্ত পুলিশ মোতায়েন করা হয়। কয়েকজনকে আটক করা হয়েছে বলে জানিয়েছেন কর্মকর্তারা। — [379, 1109, 490, 1137]
paragraph: একাত্তর (২৫ মার্চ) গভীর রাতে শুরু হওয়া গণহত্যার ইতিহাসকে নতুন উপলব্ধি হাজারবার ইতিহাসকে ইতিহাসটিকেই বোঝানো হয়েছে বলে মন্তব্য করেন তিনি। — [17, 175, 127, 213]
paragraph: কর্তৃপক্ষ বলছে, অভিযোগ পেলে ব্যবস্থা নেওয়া হচ্ছে। টার্মিনালে ভ্রাম্যমাণ আদালত বসানো হয়েছে। — [258, 586, 369, 614]
byline: নিজস্ব প্রতিবেদক — [379, 660, 424, 668]
paragraph: ভাষণে নতুন প্রধানমন্ত্রী বলেন, মূল্যস্ফীতি নিয়ন্ত্রণ এবং কর্মসংস্থান সৃষ্টিই হবে প্রথম কাজ। প্রশাসনে সংস্কারের অঙ্গীকারও করেন তিনি। — [742, 707, 853, 744]
logo-left-text: জন — [758, 16, 796, 43]
divider — [380, 246, 490, 247]
paragraph: স্মরণসভায় বলেন, কেউ কেউ আলোচনাকে রাজনীতির ১৯৭১ সালের মুক্তিযুদ্ধ সব বিতর্কের উর্ধ্বে থাকা উচিত। একাত্তর ছাড়া বাংলাদেশ নামের কোনো রাষ্ট্রের কথা ভাবাই যায় না। — [17, 218, 127, 265]
paragraph: একটি পরিত্যক্ত স্থাপনার ভেতর থেকে অবৈধভাবে মজুত করা ১৭৮৩ লিটার জ্বালানি তেল জব্দ করেছে ভ্রাম্যমাণ আদালত। ঘটনাস্থলে কাউকে পাওয়া যায়নি। — [379, 1659, 490, 1696]
paragraph: ক্রেতারা বলছেন, এক মাস ধরে বোতলজাত তেল খুঁজে পাওয়া যাচ্ছে না অনেক দোকানে। যেসব দোকানে পাওয়া যাচ্ছে, সেখানে গায়ের দামের চেয়ে বেশি রাখা হচ্ছে বলে অভিযোগ তাঁদের। — [742, 176, 853, 223]
paragraph: ছুটি কাটিয়ে কর্মস্থলে ফিরেছেন সরকারি কর্মকর্তা-কর্মচারীরা। গতকাল থেকে অফিস-আদালতে স্বাভাবিক কর্মকাণ্ড শুরু হয়েছে। — [379, 672, 490, 700]
paragraph: মানবাধিকার সংগঠনগুলো বলছে, বেসামরিক নাগরিকদের সুরক্ষা নিশ্চিত করতে হবে। বাস্তুচ্যুত মানুষের সংখ্যা বাড়ছে। — [621, 258, 732, 286]
article-shahid-jamaler-konnar — [138, 61, 248, 318]
divider — [380, 1208, 490, 1209]
paragraph: আন্তর্জাতিক সংস্থাগুলো সংযম প্রদর্শনের আহ্বান জানিয়েছে। নিরাপত্তা পরিষদের বৈঠক আহ্বানের কথা শোনা যাচ্ছে। — [742, 413, 853, 441]
headline: খাগড়াছড়িতে ইউপিডিএফ — [398, 442, 471, 474]
paragraph: আন্তর্জাতিক মহলে অভিনন্দন জানানো হয়েছে। কয়েকটি দেশ দ্বিপক্ষীয় সম্পর্ক জোরদারের আশাবাদ ব্যক্ত করেছে। — [742, 815, 853, 842]
paragraph: আয়কর বিবরণীতে দেখানো তথ্য যাচাই করা হচ্ছে বলে জানিয়েছে সংশ্লিষ্ট দপ্তর। প্রয়োজনে ব্যাখ্যা চাওয়া হবে। — [379, 114, 490, 141]
byline: বাণিজ্য প্রতিবেদক — [17, 848, 65, 856]
paragraph: দেশের রাজধানীর সাবেক মেয়র প্রধানমন্ত্রী হিসেবে শপথ নিয়েছেন। গতকাল প্রেসিডেন্ট ভবনে এক অনুষ্ঠানে তিনি শপথ গ্রহণ করেন। — [621, 324, 732, 351]
paragraph: রাজধানীর কয়েকটি পেট্রল পাম্পে পরিমাপে কম দেওয়ার অভিযোগ পাওয়া গেছে। ভ্রাম্যমাণ আদালত অভিযান চালিয়ে জরিমানা করেছে। — [379, 876, 490, 913]
paragraph: বিভিন্ন সংগঠনের প্রতিনিধিরা বক্তব্যে বলেন, শহীদদের রক্তের ঋণ শোধ করতে হবে কাজে। শুধু বছরে দুদিন ফুল দিয়ে দায়িত্ব শেষ হয় না। দীর্ঘ নয় মাসের সশস্ত্র সংগ্রামের ইতিহাস প্রজন্ম থেকে প্রজন্মে পৌঁছে দিতে হবে অবিকৃতভাবে, এটাই এখন সময়ের দাবি। — [17, 499, 127, 555]
byline: আন্তর্জাতিক ডেস্ক — [806, 620, 853, 628]
byline: নিজস্ব প্রতিবেদক — [137, 812, 183, 820]
headline: গ্রাম-গঞ্জে জনপ্রিয় — [145, 1010, 241, 1026]
paragraph: অভিযানে দেখা যায়, নির্ধারিত পরিমাণের চেয়ে কম তেল দেওয়া হচ্ছিল কয়েকটি ডিসপেনসার থেকে। যন্ত্র সিলগালা করা হয়েছে। — [379, 919, 490, 956]
paragraph: সংশ্লিষ্ট ব্যক্তি অভিযোগ অস্বীকার করে বলেন, সব তথ্যই আইন অনুযায়ী দাখিল করা হয়েছে। বৈধ উৎস থেকেই সম্পদ অর্জিত। — [379, 179, 490, 207]
divider — [259, 653, 369, 654]
byline: কূটনৈতিক প্রতিবেদক — [379, 273, 435, 281]
paragraph: বিশ্লেষকেরা বলছেন, সম্পদ বিবরণীতে স্বচ্ছতা থাকলে জনআস্থা বাড়ে। তথ্য গোপন করলে সন্দেহ তৈরি হওয়াই স্বাভাবিক। — [379, 147, 490, 174]
paragraph: তাঁর বিরুদ্ধে প্রতারণার অভিযোগে মামলা হয়েছে। আদালতের মাধ্যমে কারাগারে পাঠানো হয়েছে বলে জানিয়েছেন কর্মকর্তারা। — [742, 1102, 853, 1130]
article-julani-niyontrone — [138, 791, 248, 1000]
headline: ৫৫ বছর পর — [17, 629, 80, 645]
paragraph: একটি থানায় ঢুকে হামলার ঘটনায় মামলা হয়েছে। হামলায় ওসিসহ কয়েকজন পুলিশ সদস্য আহত হয়েছেন বলে জানিয়েছে পুলিশ। — [379, 1067, 490, 1104]
